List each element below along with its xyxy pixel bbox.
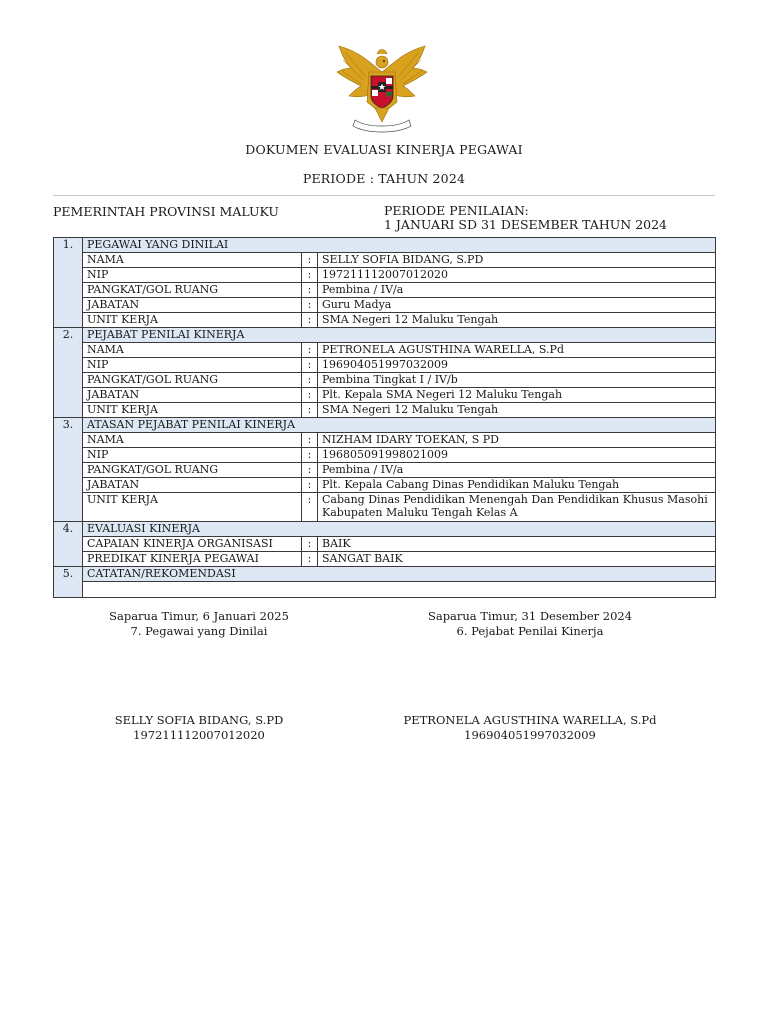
row-separator: : xyxy=(302,448,318,463)
row-separator: : xyxy=(302,433,318,448)
table-row xyxy=(54,313,716,328)
table-row xyxy=(54,373,716,388)
signature-left-signer xyxy=(60,713,338,743)
row-label: NIP xyxy=(83,358,302,373)
row-label: NIP xyxy=(83,448,302,463)
table-row xyxy=(54,433,716,448)
row-separator: : xyxy=(302,313,318,328)
row-value: 196805091998021009 xyxy=(318,448,716,463)
row-separator: : xyxy=(302,403,318,418)
header-divider xyxy=(53,195,715,196)
table-row xyxy=(54,463,716,478)
row-label: PREDIKAT KINERJA PEGAWAI xyxy=(83,552,302,567)
section-header xyxy=(54,522,716,537)
row-label: JABATAN xyxy=(83,388,302,403)
row-separator: : xyxy=(302,298,318,313)
table-row xyxy=(54,343,716,358)
row-separator: : xyxy=(302,268,318,283)
section-number: 5. xyxy=(54,567,83,598)
row-value: Guru Madya xyxy=(318,298,716,313)
section-header xyxy=(54,238,716,253)
table-row xyxy=(54,358,716,373)
row-separator: : xyxy=(302,283,318,298)
row-value: NIZHAM IDARY TOEKAN, S PD xyxy=(318,433,716,448)
row-label: NAMA xyxy=(83,253,302,268)
row-label: CAPAIAN KINERJA ORGANISASI xyxy=(83,537,302,552)
document-title: DOKUMEN EVALUASI KINERJA PEGAWAI xyxy=(245,142,523,157)
row-label: UNIT KERJA xyxy=(83,403,302,418)
table-row xyxy=(54,537,716,552)
government-name: PEMERINTAH PROVINSI MALUKU xyxy=(53,204,279,219)
evaluation-table xyxy=(53,237,716,598)
assessment-period-block xyxy=(384,204,667,232)
row-label: JABATAN xyxy=(83,478,302,493)
notes-cell xyxy=(83,582,716,598)
table-row xyxy=(54,253,716,268)
row-separator: : xyxy=(302,552,318,567)
table-row xyxy=(54,388,716,403)
row-label: NAMA xyxy=(83,343,302,358)
row-value: SMA Negeri 12 Maluku Tengah xyxy=(318,403,716,418)
section-number: 2. xyxy=(54,328,83,418)
row-label: PANGKAT/GOL RUANG xyxy=(83,283,302,298)
row-separator: : xyxy=(302,373,318,388)
signer-name: PETRONELA AGUSTHINA WARELLA, S.Pd xyxy=(403,713,657,727)
garuda-pancasila-emblem-icon xyxy=(331,42,433,134)
section-header xyxy=(54,567,716,582)
signature-role: 7. Pegawai yang Dinilai xyxy=(130,624,268,638)
row-label: UNIT KERJA xyxy=(83,313,302,328)
row-label: NIP xyxy=(83,268,302,283)
signer-name: SELLY SOFIA BIDANG, S.PD xyxy=(114,713,284,727)
row-label: NAMA xyxy=(83,433,302,448)
row-separator: : xyxy=(302,388,318,403)
assessment-period-label: PERIODE PENILAIAN: xyxy=(384,203,529,218)
signature-role: 6. Pejabat Penilai Kinerja xyxy=(456,624,604,638)
row-value: 196904051997032009 xyxy=(318,358,716,373)
table-row xyxy=(54,478,716,493)
row-value: BAIK xyxy=(318,537,716,552)
row-label: JABATAN xyxy=(83,298,302,313)
row-separator: : xyxy=(302,478,318,493)
signature-right-signer xyxy=(384,713,676,743)
signature-right-header xyxy=(384,609,676,639)
row-value: SANGAT BAIK xyxy=(318,552,716,567)
signer-nip: 197211112007012020 xyxy=(133,728,265,742)
section-header xyxy=(54,418,716,433)
row-label: PANGKAT/GOL RUANG xyxy=(83,463,302,478)
row-value: SMA Negeri 12 Maluku Tengah xyxy=(318,313,716,328)
row-value: Plt. Kepala Cabang Dinas Pendidikan Maluku Tengah xyxy=(318,478,716,493)
row-value: Pembina Tingkat I / IV/b xyxy=(318,373,716,388)
section-title: CATATAN/REKOMENDASI xyxy=(83,567,716,582)
table-row xyxy=(54,493,716,522)
section-title: PEJABAT PENILAI KINERJA xyxy=(83,328,716,343)
row-value: 197211112007012020 xyxy=(318,268,716,283)
table-row xyxy=(54,298,716,313)
table-row xyxy=(54,448,716,463)
row-value: PETRONELA AGUSTHINA WARELLA, S.Pd xyxy=(318,343,716,358)
row-separator: : xyxy=(302,253,318,268)
row-separator: : xyxy=(302,343,318,358)
table-row xyxy=(54,283,716,298)
section-header xyxy=(54,328,716,343)
row-separator: : xyxy=(302,358,318,373)
row-separator: : xyxy=(302,493,318,522)
section-title: PEGAWAI YANG DINILAI xyxy=(83,238,716,253)
document-period: PERIODE : TAHUN 2024 xyxy=(302,171,466,186)
section-title: EVALUASI KINERJA xyxy=(83,522,716,537)
notes-row xyxy=(54,582,716,598)
row-separator: : xyxy=(302,537,318,552)
assessment-period-range: 1 JANUARI SD 31 DESEMBER TAHUN 2024 xyxy=(384,217,668,232)
row-value: Pembina / IV/a xyxy=(318,463,716,478)
section-number: 3. xyxy=(54,418,83,522)
row-value: Cabang Dinas Pendidikan Menengah Dan Pendidikan Khusus Masohi Kabupaten Maluku Tengah Kelas A xyxy=(318,493,716,522)
signature-place-date: Saparua Timur, 6 Januari 2025 xyxy=(109,609,289,623)
signature-left-header xyxy=(60,609,338,639)
section-number: 4. xyxy=(54,522,83,567)
table-row xyxy=(54,268,716,283)
row-value: SELLY SOFIA BIDANG, S.PD xyxy=(318,253,716,268)
table-row xyxy=(54,403,716,418)
table-row xyxy=(54,552,716,567)
row-label: UNIT KERJA xyxy=(83,493,302,522)
section-number: 1. xyxy=(54,238,83,328)
signer-nip: 196904051997032009 xyxy=(464,728,596,742)
signature-place-date: Saparua Timur, 31 Desember 2024 xyxy=(427,609,633,623)
section-title: ATASAN PEJABAT PENILAI KINERJA xyxy=(83,418,716,433)
row-label: PANGKAT/GOL RUANG xyxy=(83,373,302,388)
row-value: Plt. Kepala SMA Negeri 12 Maluku Tengah xyxy=(318,388,716,403)
row-separator: : xyxy=(302,463,318,478)
row-value: Pembina / IV/a xyxy=(318,283,716,298)
